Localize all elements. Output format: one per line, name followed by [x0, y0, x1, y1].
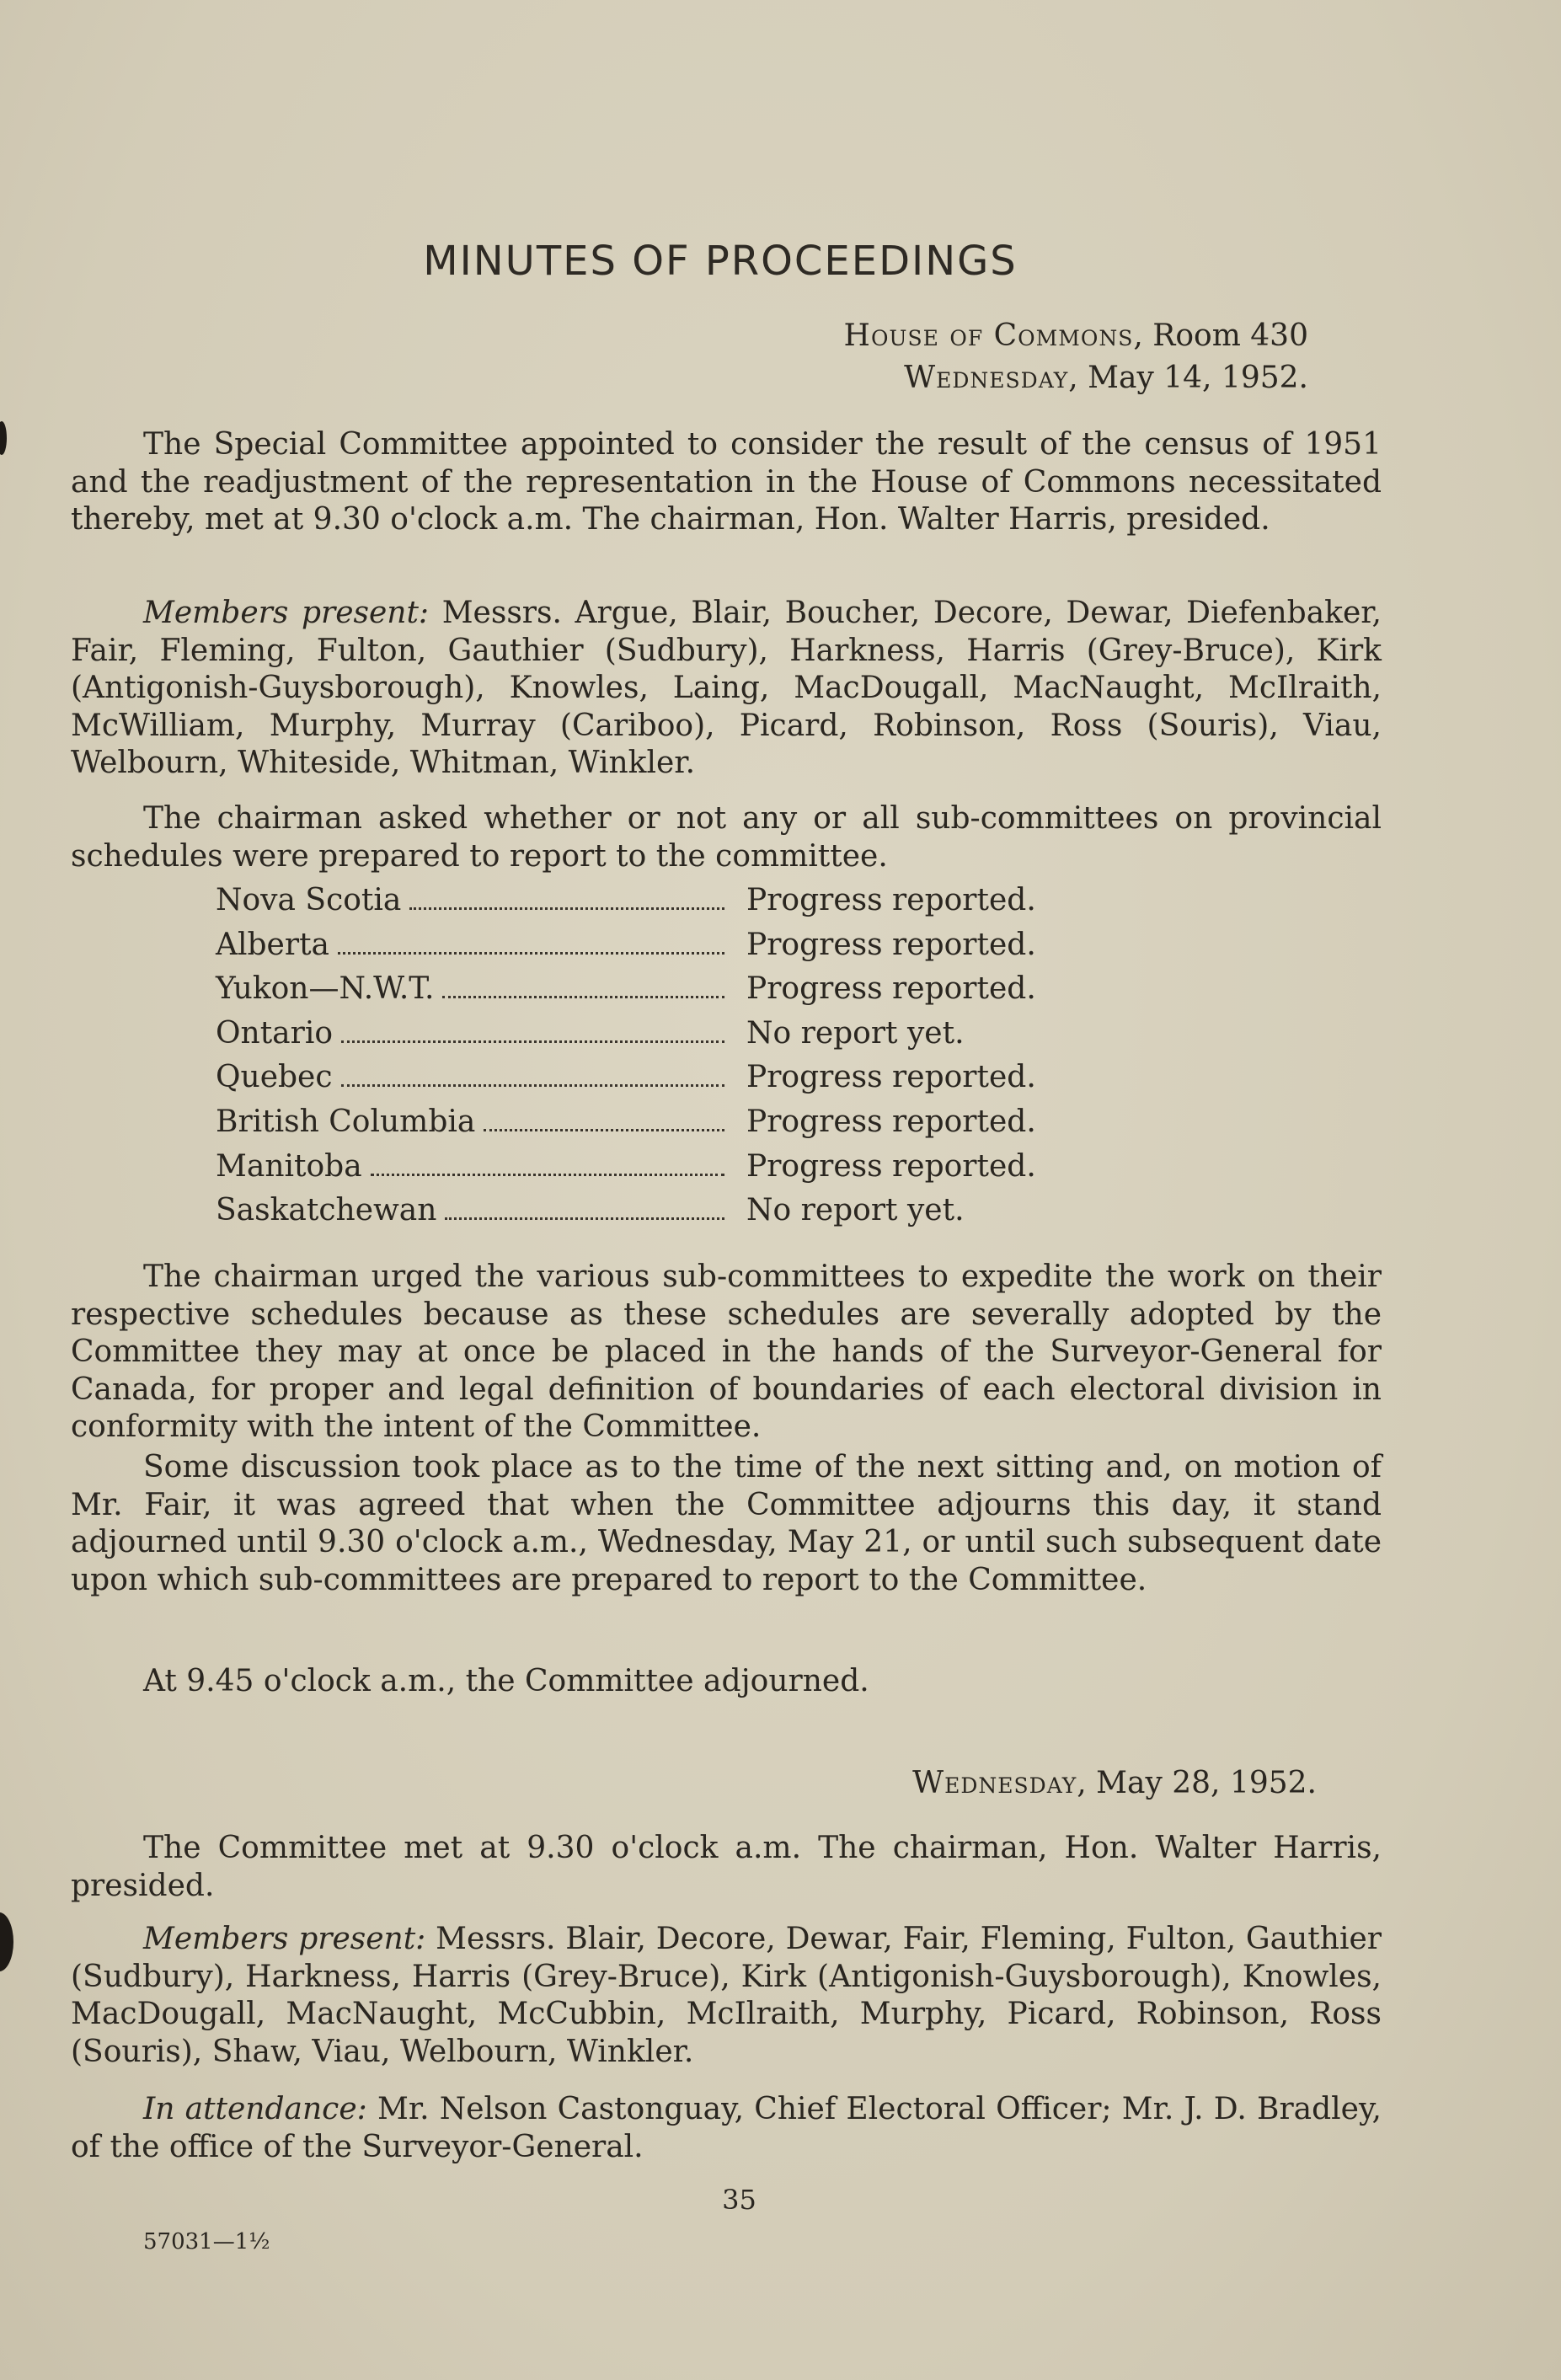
- province-name: Nova Scotia: [216, 883, 402, 917]
- session2-members: [71, 1921, 1382, 2071]
- page-number: 35: [722, 2184, 756, 2216]
- meeting-day-2: Wednesday: [912, 1766, 1077, 1800]
- session1-discussion: Some discussion took place as to the time of the next sitting and, on motion of Mr. Fair, it was agreed that when the Committee adjourns this day, it stand adjourned until 9.30 o'clock a.m., Wednesday, May 21, or until such subsequent date upon which sub-committees are prepared to report to the Committee.: [71, 1450, 1382, 1597]
- place-prefix: House of Commons: [843, 318, 1134, 353]
- session2-intro: The Committee met at 9.30 o'clock a.m. The chairman, Hon. Walter Harris, presided.: [71, 1831, 1382, 1903]
- leader-dots: [442, 996, 724, 998]
- province-name: Alberta: [216, 927, 329, 962]
- province-status: Progress reported.: [746, 1148, 1036, 1184]
- meeting-date-2: [912, 1766, 1317, 1800]
- session1-adjourned: At 9.45 o'clock a.m., the Committee adjourned.: [143, 1664, 869, 1698]
- session1-question: The chairman asked whether or not any or all sub-committees on provincial schedules were prepared to report to the committee.: [71, 801, 1382, 874]
- province-name: Manitoba: [216, 1148, 362, 1184]
- print-code: 57031—1½: [143, 2229, 270, 2254]
- province-status: No report yet.: [746, 1015, 965, 1051]
- meeting-date-1-text: , May 14, 1952.: [1068, 361, 1308, 395]
- province-report-list: [216, 883, 1075, 1238]
- province-row: [216, 1060, 1075, 1104]
- leader-dots: [341, 1040, 724, 1043]
- province-name: Yukon—N.W.T.: [216, 971, 435, 1007]
- session2-attendance: [71, 2091, 1382, 2166]
- members-list: Messrs. Blair, Decore, Dewar, Fair, Fleming, Fulton, Gauthier (Sudbury), Harkness, Harris (Grey-Bruce), Kirk (Antigonish-Guysborough), Knowles, MacDougall, MacNaught, McCubbin, McIlraith, Murphy, Picard, Robinson, Ross (Souris), Shaw, Viau, Welbourn, Winkler.: [71, 1922, 1382, 2069]
- province-status: Progress reported.: [746, 1104, 1036, 1139]
- meeting-day-1: Wednesday: [904, 361, 1069, 395]
- leader-dots: [484, 1129, 724, 1131]
- binding-hole: [0, 1912, 13, 1971]
- binding-hole: [0, 421, 7, 455]
- leader-dots: [338, 952, 724, 955]
- province-name: Quebec: [216, 1060, 333, 1095]
- members-label: Members present:: [143, 1922, 426, 1956]
- province-status: No report yet.: [746, 1193, 965, 1228]
- province-row: [216, 1193, 1075, 1238]
- leader-dots: [445, 1217, 724, 1220]
- meeting-date-1: [904, 361, 1308, 395]
- meeting-place: [844, 318, 1308, 353]
- leader-dots: [341, 1084, 724, 1087]
- province-row: [216, 883, 1075, 928]
- province-status: Progress reported.: [746, 971, 1036, 1007]
- attendance-text: Mr. Nelson Castonguay, Chief Electoral Officer; Mr. J. D. Bradley, of the office of the Surveyor-General.: [71, 2092, 1382, 2164]
- province-name: British Columbia: [216, 1104, 476, 1139]
- province-status: Progress reported.: [746, 1060, 1036, 1095]
- page-title: MINUTES OF PROCEEDINGS: [423, 238, 1018, 285]
- session1-urged: The chairman urged the various sub-committees to expedite the work on their respective schedules because as these schedules are severally adopted by the Committee they may at once be placed in the hands of the Surveyor-General for Canada, for proper and legal definition of boundaries of each electoral division in conformity with the intent of the Committee.: [71, 1260, 1382, 1444]
- province-status: Progress reported.: [746, 883, 1036, 917]
- session1-members: [71, 595, 1382, 783]
- attendance-label: In attendance:: [143, 2092, 367, 2126]
- members-label: Members present:: [143, 596, 430, 630]
- province-row: [216, 971, 1075, 1016]
- province-name: Saskatchewan: [216, 1193, 437, 1228]
- province-status: Progress reported.: [746, 927, 1036, 962]
- leader-dots: [371, 1174, 724, 1176]
- province-row: [216, 1104, 1075, 1149]
- members-list: Messrs. Argue, Blair, Boucher, Decore, Dewar, Diefenbaker, Fair, Fleming, Fulton, Gauthier (Sudbury), Harkness, Harris (Grey-Bruce), Kirk (Antigonish-Guysborough), Knowles, Laing, MacDougall, MacNaught, McIlraith, McWilliam, Murphy, Murray (Cariboo), Picard, Robinson, Ross (Souris), Viau, Welbourn, Whiteside, Whitman, Winkler.: [71, 596, 1382, 780]
- meeting-date-2-text: , May 28, 1952.: [1077, 1766, 1317, 1800]
- session1-intro: The Special Committee appointed to consider the result of the census of 1951 and the readjustment of the representation in the House of Commons necessitated thereby, met at 9.30 o'clock a.m. The chairman, Hon. Walter Harris, presided.: [71, 427, 1382, 537]
- province-row: [216, 928, 1075, 972]
- place-suffix: , Room 430: [1133, 318, 1308, 353]
- leader-dots: [409, 907, 724, 910]
- province-row: [216, 1016, 1075, 1061]
- province-name: Ontario: [216, 1015, 334, 1051]
- province-row: [216, 1149, 1075, 1194]
